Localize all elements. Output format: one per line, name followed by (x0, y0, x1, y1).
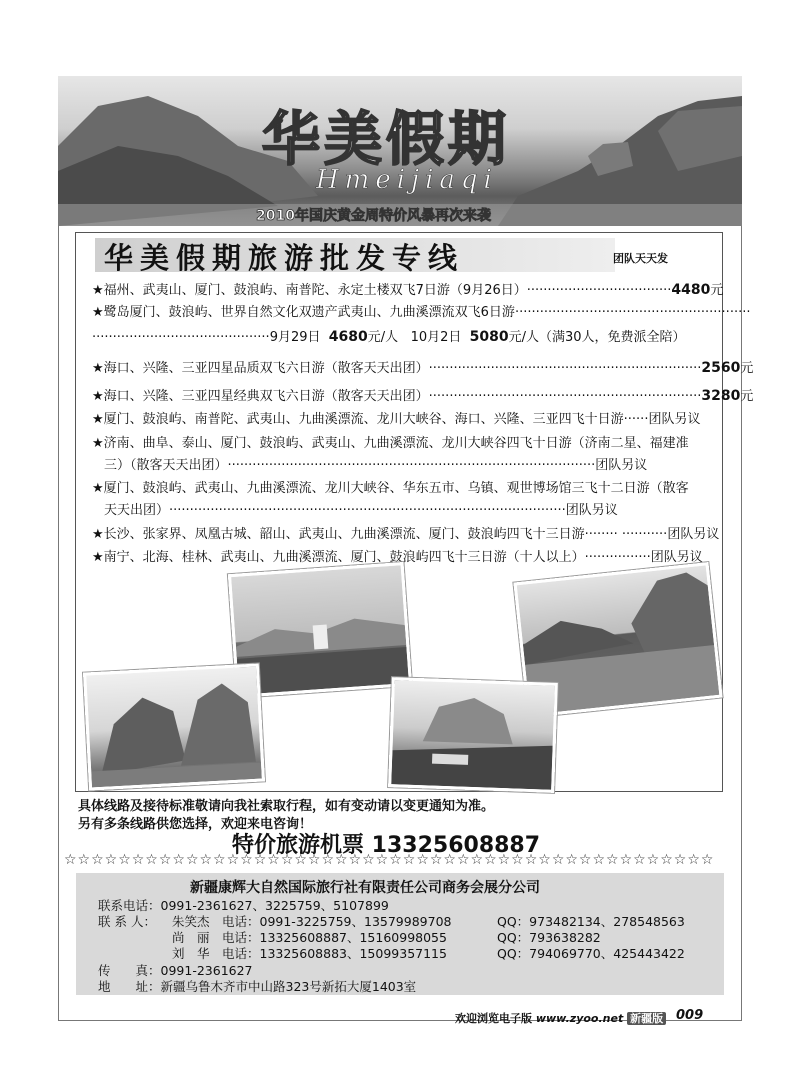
footer-credit (455, 1010, 666, 1026)
route-unit: 元/人（满30人，免费派全陪） (508, 330, 686, 345)
footer-tag: 新疆版 (627, 1012, 666, 1025)
route-tail: 团队另议 (648, 412, 701, 427)
route-price: 3280 (701, 388, 741, 404)
route-text: 三）（散客天天出团） (104, 458, 228, 473)
route-item: 天天出团）································································································团队另议 (104, 503, 618, 518)
footer-site: www.zyoo.net (535, 1012, 624, 1025)
contact-person-qq: QQ：973482134、278548563 (497, 914, 685, 929)
route-price: 4680 (328, 329, 368, 345)
phone-label: 联系电话： (98, 898, 161, 913)
route-unit: 元 (740, 361, 754, 376)
ticket-hotline: 特价旅游机票 13325608887 (232, 833, 541, 858)
page-number: 009 (676, 1008, 704, 1023)
contact-person-name: 刘 华 (172, 946, 210, 961)
route-unit: 元 (710, 283, 724, 298)
route-text: ★海口、兴隆、三亚四星品质双飞六日游（散客天天出团） (92, 361, 429, 376)
route-text: 天天出团） (104, 503, 170, 518)
route-tail: 团队另议 (667, 527, 720, 542)
route-item: ★海口、兴隆、三亚四星品质双飞六日游（散客天天出团）··································································2560元 (92, 360, 754, 376)
contact-address-row (98, 977, 416, 995)
route-tail: 团队另议 (595, 458, 648, 473)
route-price: 2560 (701, 360, 741, 376)
stars-divider: ☆☆☆☆☆☆☆☆☆☆☆☆☆☆☆☆☆☆☆☆☆☆☆☆☆☆☆☆☆☆☆☆☆☆☆☆☆☆☆☆☆☆☆☆☆☆☆☆ (64, 852, 715, 868)
route-item: ★长沙、张家界、凤凰古城、韶山、武夷山、九曲溪漂流、厦门、鼓浪屿四飞十三日游········ ···········团队另议 (92, 527, 720, 542)
contact-person-phone: 电话：13325608883、15099357115 (222, 946, 447, 961)
address-label: 地 址： (98, 979, 161, 994)
route-tail: 团队另议 (565, 503, 618, 518)
banner-subtitle: 2010年国庆黄金周特价风暴再次来袭 (256, 208, 491, 224)
route-item (92, 436, 689, 452)
route-item: ★福州、武夷山、厦门、鼓浪屿、南普陀、永定土楼双飞7日游（9月26日）···································4480元 (92, 282, 724, 298)
company-name: 新疆康辉大自然国际旅行社有限责任公司商务会展分公司 (190, 880, 540, 896)
route-price: 5080 (469, 329, 509, 345)
address-value: 新疆乌鲁木齐市中山路323号新拓大厦1403室 (160, 979, 417, 994)
route-date: 10月2日 (410, 330, 462, 345)
brand-title: 华美假期 (262, 105, 511, 173)
route-text: ★鹭岛厦门、鼓浪屿、世界自然文化双遗产武夷山、九曲溪漂流双飞6日游 (92, 305, 515, 320)
route-text: ★长沙、张家界、凤凰古城、韶山、武夷山、九曲溪漂流、厦门、鼓浪屿四飞十三日游 (92, 527, 585, 542)
route-item: ★海口、兴隆、三亚四星经典双飞六日游（散客天天出团）··································································3280元 (92, 388, 754, 404)
route-text: ★海口、兴隆、三亚四星经典双飞六日游（散客天天出团） (92, 389, 429, 404)
route-item: ★南宁、北海、桂林、武夷山、九曲溪漂流、厦门、鼓浪屿四飞十三日游（十人以上）················团队另议 (92, 550, 703, 565)
route-tail: 团队另议 (650, 550, 703, 565)
contact-person-qq: QQ：794069770、425443422 (497, 946, 685, 961)
route-unit: 元 (740, 389, 754, 404)
route-price: 4480 (671, 282, 711, 298)
notes-line-2: 另有多条线路供您选择，欢迎来电咨询！ (78, 817, 313, 832)
contact-person-name: 朱笑杰 (172, 914, 210, 929)
notes-line-1: 具体线路及接待标准敬请向我社索取行程，如有变动请以变更通知为准。 (78, 799, 495, 814)
route-item: 三）（散客天天出团）·························································································团队另议 (104, 458, 648, 473)
route-text: ★南宁、北海、桂林、武夷山、九曲溪漂流、厦门、鼓浪屿四飞十三日游（十人以上） (92, 550, 585, 565)
route-item: ···········································9月29日 4680元/人 10月2日 5080元/人（满30人，免费派全陪） (92, 329, 686, 345)
routes-note: 团队天天发 (613, 252, 668, 265)
route-item: ★厦门、鼓浪屿、南普陀、武夷山、九曲溪漂流、龙川大峡谷、海口、兴隆、三亚四飞十日游······团队另议 (92, 412, 701, 427)
phone-value: 0991-2361627、3225759、5107899 (160, 898, 389, 913)
route-item: ★鹭岛厦门、鼓浪屿、世界自然文化双遗产武夷山、九曲溪漂流双飞6日游························································· (92, 305, 751, 320)
route-text: ★福州、武夷山、厦门、鼓浪屿、南普陀、永定土楼双飞7日游（9月26日） (92, 283, 527, 298)
footer-text: 欢迎浏览电子版 (455, 1012, 532, 1025)
fax-value: 0991-2361627 (160, 963, 253, 978)
contact-person-name: 尚 丽 (172, 930, 210, 945)
route-date: 9月29日 (269, 330, 321, 345)
contact-person-label: 联 系 人： (98, 914, 156, 929)
brand-pinyin: Hmeijiaqi (316, 165, 498, 195)
photo-temple-rock (388, 677, 558, 793)
contact-person-phone: 电话：13325608887、15160998055 (222, 930, 447, 945)
routes-title: 华美假期旅游批发专线 (104, 241, 465, 275)
route-text: ★济南、曲阜、泰山、厦门、鼓浪屿、武夷山、九曲溪漂流、龙川大峡谷四飞十日游（济南二星、福建准 (92, 436, 689, 451)
route-text: ★厦门、鼓浪屿、南普陀、武夷山、九曲溪漂流、龙川大峡谷、海口、兴隆、三亚四飞十日游 (92, 412, 624, 427)
contact-person-qq: QQ：793638282 (497, 930, 601, 945)
photo-twin-peaks (83, 663, 265, 790)
contact-person-phone: 电话：0991-3225759、13579989708 (222, 914, 452, 929)
route-item (92, 481, 689, 497)
route-text: ★厦门、鼓浪屿、武夷山、九曲溪漂流、龙川大峡谷、华东五市、乌镇、观世博场馆三飞十二日游（散客 (92, 481, 689, 496)
fax-label: 传 真： (98, 963, 161, 978)
route-unit: 元/人 (367, 330, 399, 345)
